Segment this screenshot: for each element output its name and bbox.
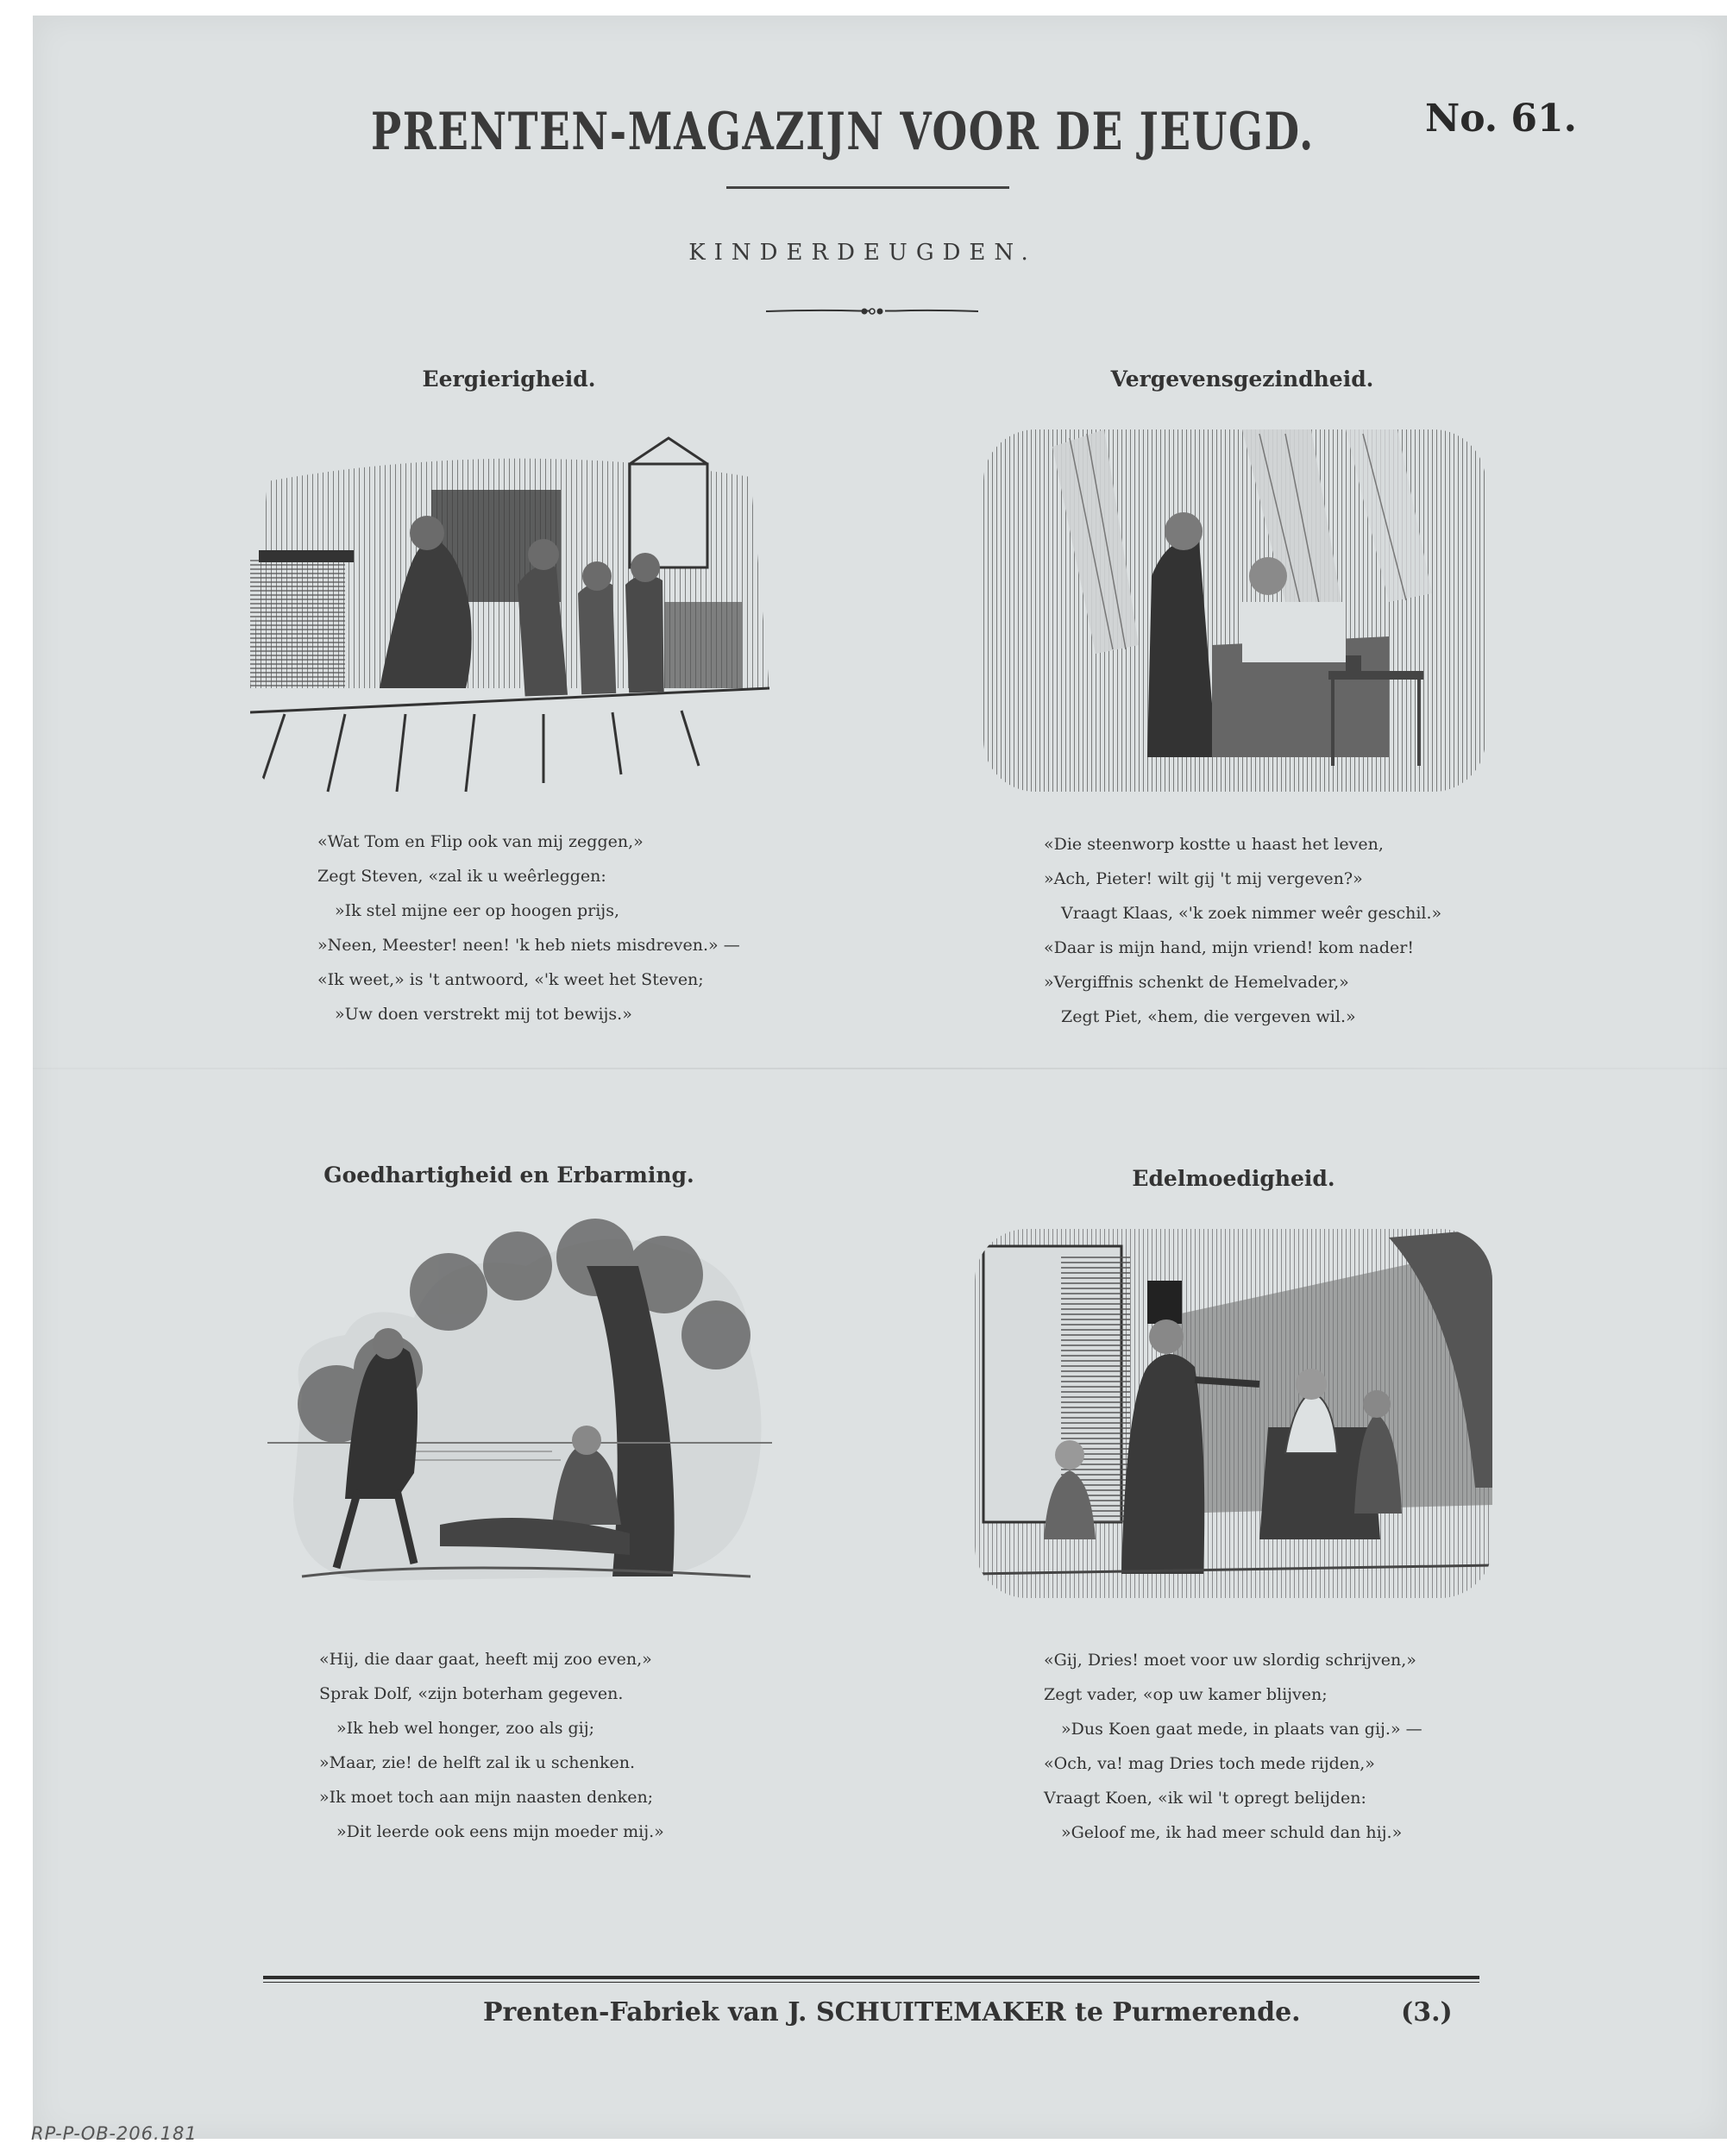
panel-heading-eergierigheid: Eergierigheid. xyxy=(422,367,596,392)
panel-heading-goedhartigheid: Goedhartigheid en Erbarming. xyxy=(323,1163,694,1188)
verse-line: «Wat Tom en Flip ook van mij zeggen,» xyxy=(317,832,644,851)
subtitle: KINDERDEUGDEN. xyxy=(688,240,1037,266)
verse-line: Sprak Dolf, «zijn boterham gegeven. xyxy=(319,1684,624,1703)
verse-line: »Ik stel mijne eer op hoogen prijs, xyxy=(335,901,619,920)
sheet-number: (3.) xyxy=(1401,1997,1453,2028)
verse-goedhartigheid xyxy=(319,1642,664,1849)
bedside-engraving xyxy=(983,429,1485,792)
parlour-engraving xyxy=(975,1229,1492,1598)
classroom-engraving xyxy=(250,429,769,796)
verse-line: «Hij, die daar gaat, heeft mij zoo even,» xyxy=(319,1650,652,1669)
title-rule xyxy=(726,186,1009,189)
verse-line: Vraagt Klaas, «'k zoek nimmer weêr geschil.» xyxy=(1061,904,1442,923)
issue-number: No. 61. xyxy=(1425,97,1577,141)
verse-edelmoedigheid xyxy=(1044,1643,1422,1850)
verse-line: »Neen, Meester! neen! 'k heb niets misdreven.» — xyxy=(317,936,740,955)
verse-line: Zegt Steven, «zal ik u weêrleggen: xyxy=(317,867,606,886)
landscape-engraving xyxy=(267,1214,772,1594)
illustration-bedside xyxy=(983,429,1485,792)
verse-line: Vraagt Koen, «ik wil 't opregt belijden: xyxy=(1044,1789,1366,1808)
verse-line: »Geloof me, ik had meer schuld dan hij.» xyxy=(1061,1823,1403,1842)
paper-fold xyxy=(33,1068,1727,1069)
print-sheet xyxy=(33,16,1727,2139)
ornament-divider xyxy=(766,306,978,317)
verse-line: »Dus Koen gaat mede, in plaats van gij.» — xyxy=(1061,1720,1422,1739)
verse-line: »Vergiffnis schenkt de Hemelvader,» xyxy=(1044,973,1349,992)
verse-line: «Die steenworp kostte u haast het leven, xyxy=(1044,835,1384,854)
verse-line: »Ik heb wel honger, zoo als gij; xyxy=(336,1719,595,1738)
verse-line: Zegt vader, «op uw kamer blijven; xyxy=(1044,1685,1328,1704)
panel-heading-vergevensgezindheid: Vergevensgezindheid. xyxy=(1110,367,1374,392)
footer-rule-thin xyxy=(263,1982,1479,1983)
verse-line: »Dit leerde ook eens mijn moeder mij.» xyxy=(336,1822,664,1841)
verse-line: »Ik moet toch aan mijn naasten denken; xyxy=(319,1788,654,1807)
verse-line: »Ach, Pieter! wilt gij 't mij vergeven?» xyxy=(1044,869,1363,888)
verse-eergierigheid xyxy=(317,824,740,1031)
verse-vergevensgezindheid xyxy=(1044,827,1441,1034)
illustration-classroom xyxy=(250,429,769,796)
illustration-parlour xyxy=(975,1229,1492,1598)
verse-line: »Maar, zie! de helft zal ik u schenken. xyxy=(319,1753,636,1772)
inventory-mark: RP-P-OB-206.181 xyxy=(31,2123,198,2144)
publisher-line: Prenten-Fabriek van J. SCHUITEMAKER te Purmerende. xyxy=(483,1997,1301,2028)
panel-heading-edelmoedigheid: Edelmoedigheid. xyxy=(1132,1166,1335,1191)
verse-line: «Daar is mijn hand, mijn vriend! kom nader! xyxy=(1044,938,1414,957)
verse-line: «Och, va! mag Dries toch mede rijden,» xyxy=(1044,1754,1375,1773)
illustration-landscape xyxy=(267,1214,772,1594)
page-title: PRENTEN-MAGAZIJN VOOR DE JEUGD. xyxy=(371,102,1315,162)
verse-line: «Ik weet,» is 't antwoord, «'k weet het Steven; xyxy=(317,970,704,989)
verse-line: »Uw doen verstrekt mij tot bewijs.» xyxy=(335,1005,632,1024)
verse-line: «Gij, Dries! moet voor uw slordig schrijven,» xyxy=(1044,1651,1416,1670)
footer-rule xyxy=(263,1976,1479,1979)
verse-line: Zegt Piet, «hem, die vergeven wil.» xyxy=(1061,1007,1356,1026)
